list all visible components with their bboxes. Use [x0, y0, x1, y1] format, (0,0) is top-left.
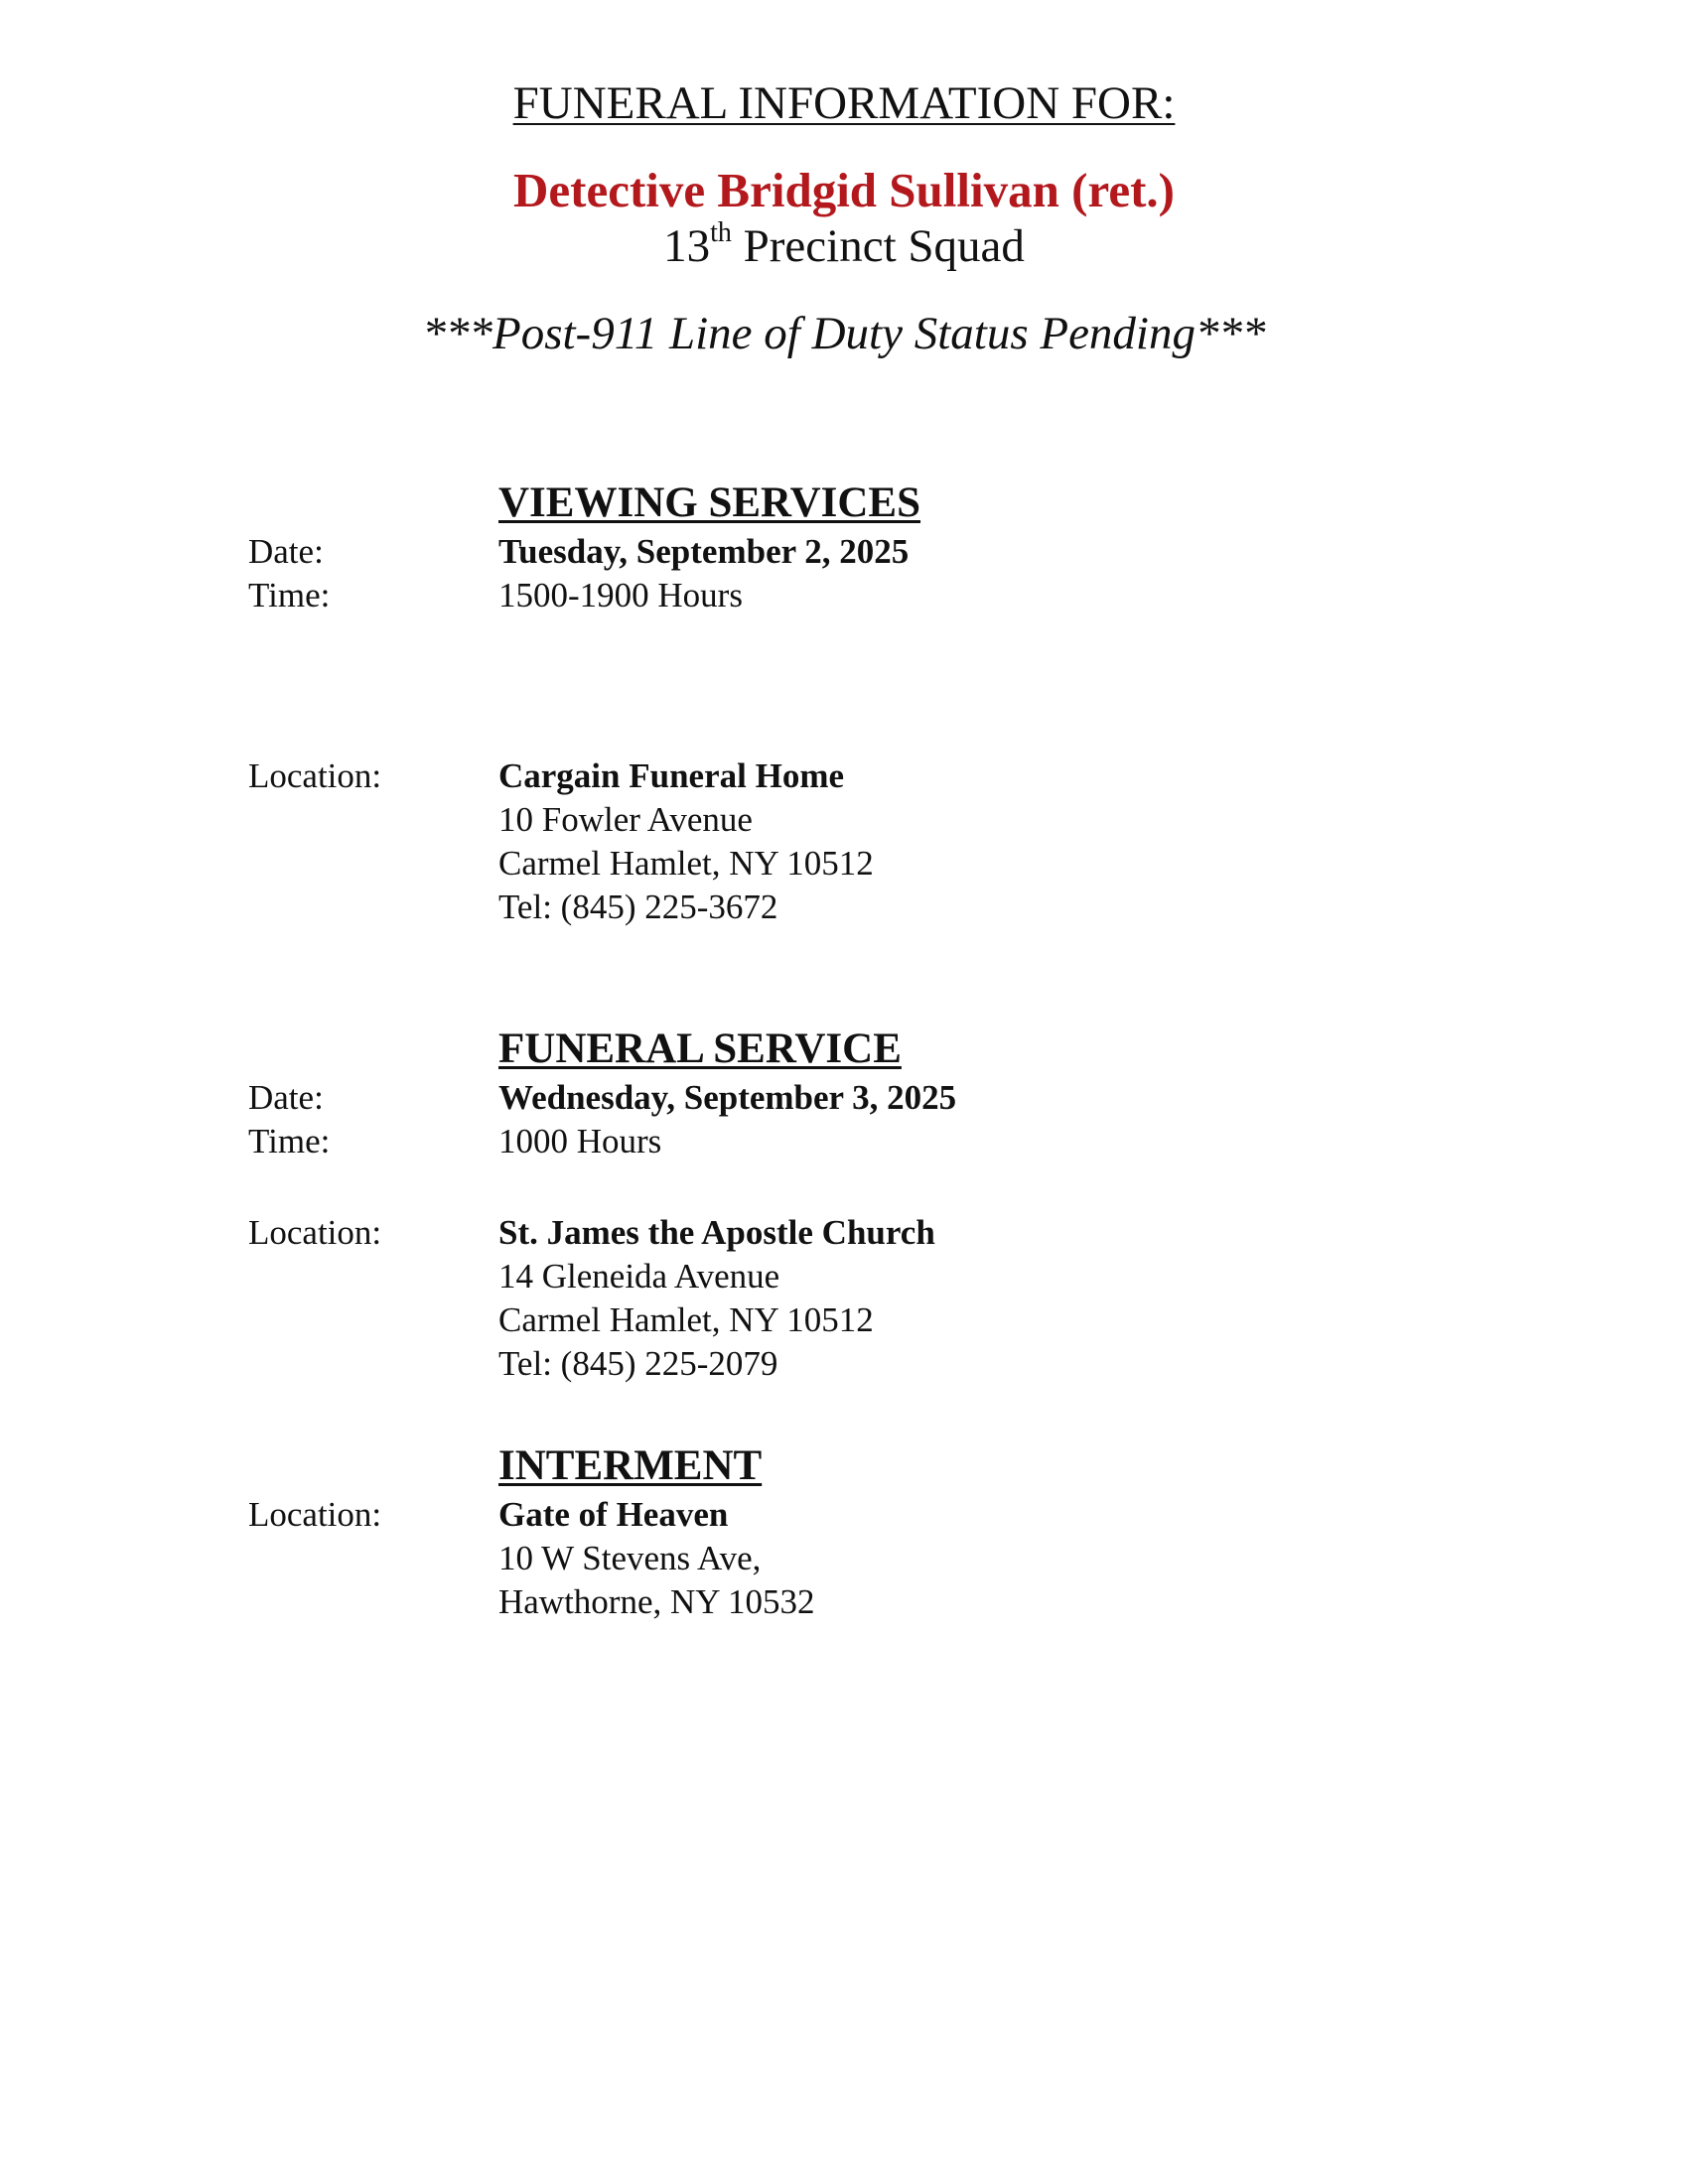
viewing-address-line1: 10 Fowler Avenue [498, 800, 753, 839]
viewing-address-line2: Carmel Hamlet, NY 10512 [498, 844, 874, 883]
funeral-time-label: Time: [248, 1122, 331, 1160]
viewing-date: Tuesday, September 2, 2025 [498, 532, 910, 571]
viewing-date-label: Date: [248, 532, 324, 571]
funeral-location-name: St. James the Apostle Church [498, 1213, 935, 1252]
page-title: FUNERAL INFORMATION FOR: [512, 77, 1176, 129]
unit-rest: Precinct Squad [731, 220, 1025, 272]
unit-name [0, 216, 1688, 283]
viewing-time-label: Time: [248, 576, 331, 614]
viewing-heading: VIEWING SERVICES [498, 479, 921, 526]
funeral-date: Wednesday, September 3, 2025 [498, 1078, 957, 1117]
viewing-tel: Tel: (845) 225-3672 [498, 887, 778, 926]
viewing-location-label: Location: [248, 756, 382, 795]
viewing-location-name: Cargain Funeral Home [498, 756, 845, 795]
funeral-address-line2: Carmel Hamlet, NY 10512 [498, 1300, 874, 1339]
unit-ordinal-suffix: th [710, 217, 732, 248]
funeral-tel: Tel: (845) 225-2079 [498, 1344, 778, 1383]
interment-location-name: Gate of Heaven [498, 1495, 729, 1534]
funeral-time: 1000 Hours [498, 1122, 662, 1160]
unit-number: 13 [663, 220, 711, 272]
interment-address-line1: 10 W Stevens Ave, [498, 1539, 762, 1577]
funeral-address-line1: 14 Gleneida Avenue [498, 1257, 780, 1296]
interment-location-label: Location: [248, 1495, 382, 1534]
interment-heading: INTERMENT [498, 1442, 763, 1489]
funeral-location-label: Location: [248, 1213, 382, 1252]
deceased-name: Detective Bridgid Sullivan (ret.) [513, 163, 1175, 217]
funeral-date-label: Date: [248, 1078, 324, 1117]
interment-address-line2: Hawthorne, NY 10532 [498, 1582, 815, 1621]
funeral-heading: FUNERAL SERVICE [498, 1025, 902, 1072]
duty-status: ***Post-911 Line of Duty Status Pending*** [422, 308, 1266, 359]
viewing-time: 1500-1900 Hours [498, 576, 743, 614]
